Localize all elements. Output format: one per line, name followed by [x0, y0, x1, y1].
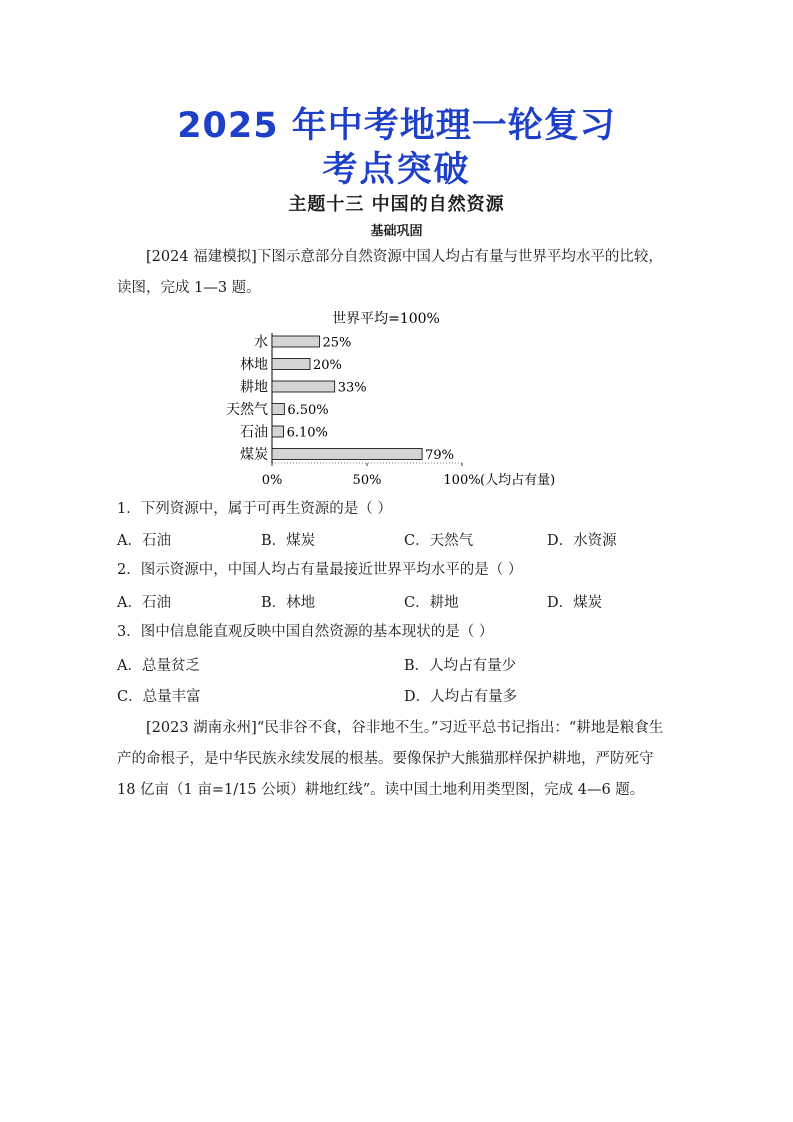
question-stem: 3．图中信息能直观反映中国自然资源的基本现状的是（ ）: [117, 624, 494, 640]
answer-option[interactable]: C．天然气: [404, 533, 474, 549]
document-subtitle: 考点突破: [322, 150, 471, 190]
data-label: 6.50%: [287, 403, 329, 418]
answer-option[interactable]: D．水资源: [547, 533, 617, 549]
x-tick-label: 100%: [443, 473, 481, 488]
x-tick-label: 50%: [352, 473, 382, 488]
bar: [272, 381, 335, 392]
answer-option[interactable]: B．煤炭: [261, 533, 316, 549]
bar: [272, 449, 422, 460]
answer-option[interactable]: A．石油: [117, 595, 171, 611]
chart-title: 世界平均=100%: [332, 311, 440, 327]
bar: [272, 426, 284, 437]
category-label: 耕地: [240, 379, 268, 396]
bar: [272, 336, 320, 347]
question-stem: 2．图示资源中，中国人均占有量最接近世界平均水平的是（ ）: [117, 562, 523, 578]
section-heading: 基础巩固: [370, 224, 423, 239]
answer-option[interactable]: D．煤炭: [547, 595, 603, 611]
category-label: 天然气: [226, 402, 268, 418]
topic-heading: 主题十三 中国的自然资源: [288, 194, 505, 215]
answer-option[interactable]: B．林地: [261, 595, 316, 611]
category-label: 石油: [240, 424, 268, 441]
intro-paragraph-1: [2024 福建模拟]下图示意部分自然资源中国人均占有量与世界平均水平的比较，读图，完成 1—3 题。: [117, 249, 663, 296]
document-title: 2025 年中考地理一轮复习: [177, 106, 616, 146]
data-label: 25%: [322, 335, 352, 351]
x-axis-label: (人均占有量): [480, 473, 556, 488]
data-label: 20%: [313, 358, 342, 373]
answer-option[interactable]: A．总量贫乏: [117, 658, 200, 674]
bar: [272, 359, 310, 370]
x-tick-label: 0%: [261, 473, 283, 488]
category-label: 水: [254, 334, 268, 351]
category-label: 煤炭: [240, 447, 268, 463]
data-label: 33%: [337, 380, 367, 396]
answer-option[interactable]: B．人均占有量少: [404, 658, 517, 674]
intro-paragraph-2: [2023 湖南永州]“民非谷不食，谷非地不生。”习近平总书记指出：“耕地是粮食生产的命根子，是中华民族永续发展的根基。要像保护大熊猫那样保护耕地，严防死守 18 亿亩（1 亩=1/15 公顷）耕地红线”。读中国土地利用类型图，完成 4—6 题。: [117, 720, 664, 798]
data-label: 79%: [425, 448, 455, 463]
answer-option[interactable]: D．人均占有量多: [404, 689, 518, 705]
data-label: 6.10%: [286, 425, 328, 441]
answer-option[interactable]: C．总量丰富: [117, 689, 201, 705]
answer-option[interactable]: C．耕地: [404, 595, 459, 611]
resource-bar-chart: [215, 303, 615, 493]
category-label: 林地: [240, 357, 268, 373]
answer-option[interactable]: A．石油: [117, 533, 171, 549]
bar: [272, 404, 284, 415]
question-stem: 1．下列资源中，属于可再生资源的是（ ）: [117, 501, 392, 517]
